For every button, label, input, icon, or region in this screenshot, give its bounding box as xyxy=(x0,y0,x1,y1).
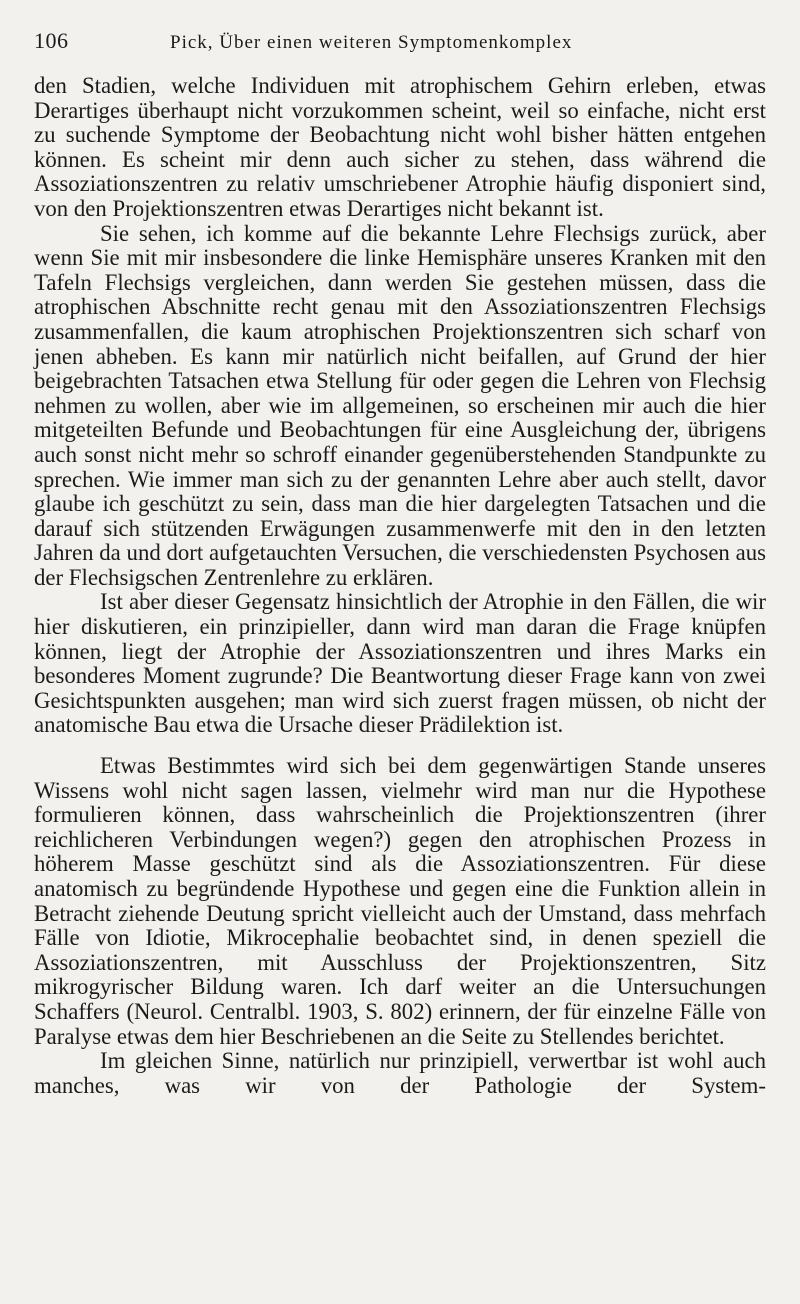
paragraph-5: Im gleichen Sinne, natürlich nur prinzipiell, verwertbar ist wohl auch manches, was wir von der Pathologie der System- xyxy=(34,1048,766,1098)
paragraph-2: Sie sehen, ich komme auf die bekannte Lehre Flechsigs zurück, aber wenn Sie mit mir insbesondere die linke Hemisphäre unseres Kranken mit den Tafeln Flechsigs vergleichen, dann werden Sie gestehen müssen, dass die atrophischen Abschnitte recht genau mit den Assoziationszentren Flechsigs zusammenfallen, die kaum atrophischen Projektionszentren sich scharf von jenen abheben. Es kann mir natürlich nicht beifallen, auf Grund der hier beigebrachten Tatsachen etwa Stellung für oder gegen die Lehren von Flechsig nehmen zu wollen, aber wie im allgemeinen, so erscheinen mir auch die hier mitgeteilten Befunde und Beobachtungen für eine Ausgleichung der, übrigens auch sonst nicht mehr so schroff einander gegenüberstehenden Standpunkte zu sprechen. Wie immer man sich zu der genannten Lehre aber auch stellt, davor glaube ich geschützt zu sein, dass man die hier dargelegten Tatsachen und die darauf sich stützenden Erwägungen zusammenwerfe mit den in den letzten Jahren da und dort aufgetauchten Versuchen, die verschiedensten Psychosen aus der Flechsigschen Zentrenlehre zu erklären. xyxy=(34,220,766,590)
paragraph-3: Ist aber dieser Gegensatz hinsichtlich der Atrophie in den Fällen, die wir hier diskutieren, ein prinzipieller, dann wird man daran die Frage knüpfen können, liegt der Atrophie der Assoziationszentren und ihres Marks ein besonderes Moment zugrunde? Die Beantwortung dieser Frage kann von zwei Gesichtspunkten ausgehen; man wird sich zuerst fragen müssen, ob nicht der anatomische Bau etwa die Ursache dieser Prädilektion ist. xyxy=(34,589,766,738)
paragraph-1: den Stadien, welche Individuen mit atrophischem Gehirn erleben, etwas Derartiges überhaupt nicht vorzukommen scheint, weil so einfache, nicht erst zu suchende Symptome der Beobachtung nicht wohl bisher hätten entgehen können. Es scheint mir denn auch sicher zu stehen, dass während die Assoziationszentren zu relativ umschriebener Atrophie häufig disponiert sind, von den Projektionszentren etwas Derartiges nicht bekannt ist. xyxy=(34,73,766,221)
paragraph-4: Etwas Bestimmtes wird sich bei dem gegenwärtigen Stande unseres Wissens wohl nicht sagen lassen, vielmehr wird man nur die Hypothese formulieren können, dass wahrscheinlich die Projektionszentren (ihrer reichlicheren Verbindungen wegen?) gegen den atrophischen Prozess in höherem Masse geschützt sind als die Assoziationszentren. Für diese anatomisch zu begründende Hypothese und gegen eine die Funktion allein in Betracht ziehende Deutung spricht vielleicht auch der Umstand, dass mehrfach Fälle von Idiotie, Mikrocephalie beobachtet sind, in denen speziell die Assoziationszentren, mit Ausschluss der Projektionszentren, Sitz mikrogyrischer Bildung waren. Ich darf weiter an die Untersuchungen Schaffers (Neurol. Centralbl. 1903, S. 802) erinnern, der für einzelne Fälle von Paralyse etwas dem hier Beschriebenen an die Seite zu Stellendes berichtet. xyxy=(34,753,766,1049)
body-text xyxy=(34,74,766,1098)
page-header xyxy=(34,28,766,68)
running-title: Pick, Über einen weiteren Symptomenkomplex xyxy=(170,32,573,53)
page-number: 106 xyxy=(34,28,69,53)
